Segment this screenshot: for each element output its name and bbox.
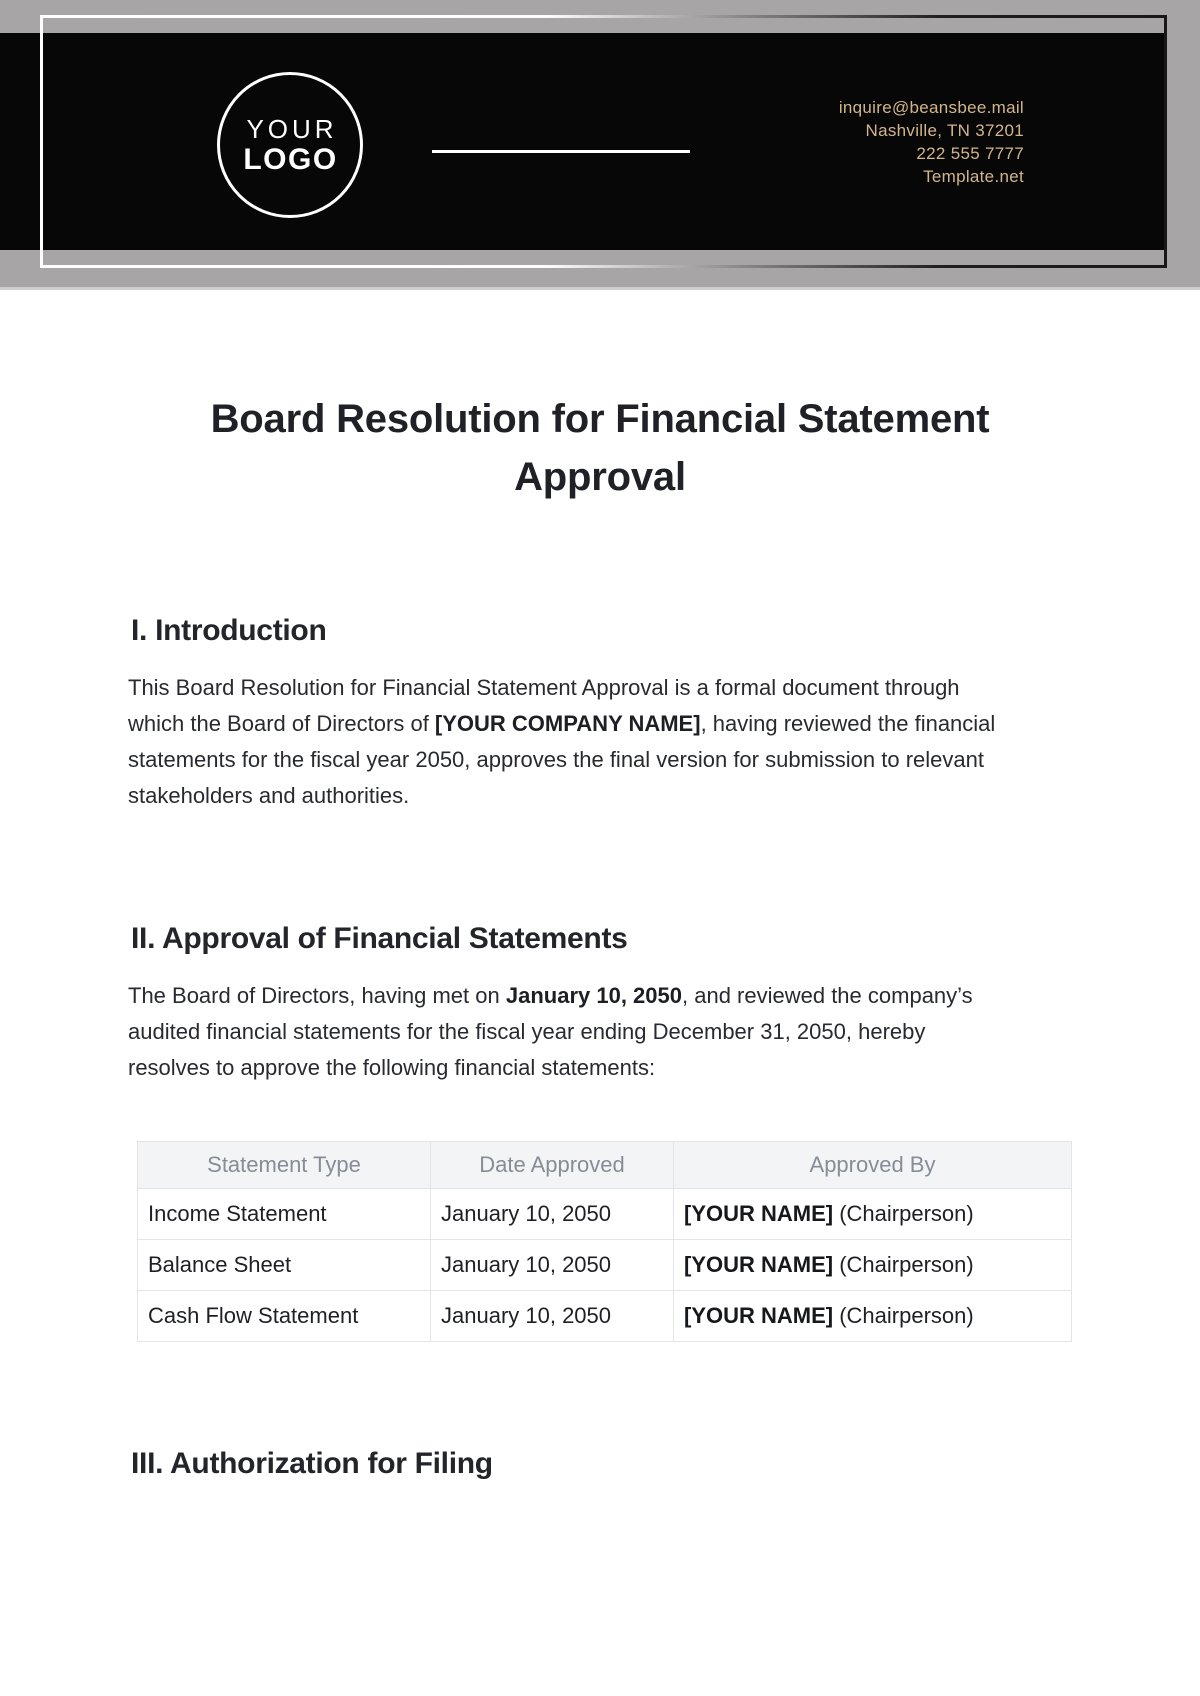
logo-text-logo: LOGO [243, 143, 338, 176]
column-header-date-approved: Date Approved [431, 1142, 674, 1189]
logo-text-your: YOUR [246, 114, 338, 144]
paragraph-line [128, 670, 1072, 706]
body-text-run: , having reviewed the financial [700, 711, 996, 736]
table-header-row [138, 1142, 1072, 1189]
header-divider-line [432, 150, 690, 153]
table-row [138, 1240, 1072, 1291]
cell-approved-by [674, 1291, 1072, 1342]
body-text-run: which the Board of Directors of [128, 711, 435, 736]
cell-statement-type: Cash Flow Statement [138, 1291, 431, 1342]
bold-placeholder-text: [YOUR NAME] [684, 1252, 834, 1277]
document-title-line1: Board Resolution for Financial Statement [210, 397, 990, 441]
body-text-run: resolves to approve the following financial statements: [128, 1055, 656, 1080]
contact-website: Template.net [923, 167, 1024, 186]
cell-date-approved: January 10, 2050 [431, 1189, 674, 1240]
letterhead [0, 0, 1200, 290]
contact-info [839, 96, 1024, 188]
cell-date-approved: January 10, 2050 [431, 1291, 674, 1342]
document-title [128, 390, 1072, 506]
cell-date-approved: January 10, 2050 [431, 1240, 674, 1291]
bold-placeholder-text: [YOUR NAME] [684, 1303, 834, 1328]
body-text-run: , and reviewed the company’s [682, 983, 973, 1008]
approval-table [137, 1141, 1072, 1342]
body-text-run: stakeholders and authorities. [128, 783, 410, 808]
bold-placeholder-text: January 10, 2050 [505, 983, 682, 1008]
paragraph-line [128, 706, 1072, 742]
cell-statement-type: Income Statement [138, 1189, 431, 1240]
paragraph-line [128, 978, 1072, 1014]
paragraph-line [128, 742, 1072, 778]
column-header-statement-type: Statement Type [138, 1142, 431, 1189]
body-text-run: The Board of Directors, having met on [128, 983, 506, 1008]
bold-placeholder-text: [YOUR NAME] [684, 1201, 834, 1226]
section-heading-authorization: III. Authorization for Filing [131, 1447, 493, 1480]
contact-address: Nashville, TN 37201 [865, 121, 1024, 140]
paragraph-line [128, 1050, 1072, 1086]
approval-paragraph [128, 978, 1072, 1086]
bold-placeholder-text: [YOUR COMPANY NAME] [434, 711, 701, 736]
cell-approved-by [674, 1189, 1072, 1240]
section-heading-introduction: I. Introduction [131, 614, 327, 647]
column-header-approved-by: Approved By [674, 1142, 1072, 1189]
section-heading-approval: II. Approval of Financial Statements [131, 922, 628, 955]
cell-statement-type: Balance Sheet [138, 1240, 431, 1291]
contact-phone: 222 555 7777 [916, 144, 1024, 163]
body-text-run: This Board Resolution for Financial Statement Approval is a formal document through [128, 675, 960, 700]
body-text-run: audited financial statements for the fiscal year ending December 31, 2050, hereby [128, 1019, 926, 1044]
body-text-run: statements for the fiscal year 2050, approves the final version for submission to relevant [128, 747, 984, 772]
cell-approved-by [674, 1240, 1072, 1291]
paragraph-line [128, 778, 1072, 814]
body-text-run: (Chairperson) [833, 1303, 974, 1328]
company-logo [217, 72, 363, 218]
contact-email: inquire@beansbee.mail [838, 98, 1024, 117]
document-body [0, 290, 1200, 1483]
table-row [138, 1291, 1072, 1342]
introduction-paragraph [128, 670, 1072, 814]
document-title-line2: Approval [514, 455, 686, 499]
body-text-run: (Chairperson) [833, 1201, 974, 1226]
table-row [138, 1189, 1072, 1240]
paragraph-line [128, 1014, 1072, 1050]
body-text-run: (Chairperson) [833, 1252, 974, 1277]
